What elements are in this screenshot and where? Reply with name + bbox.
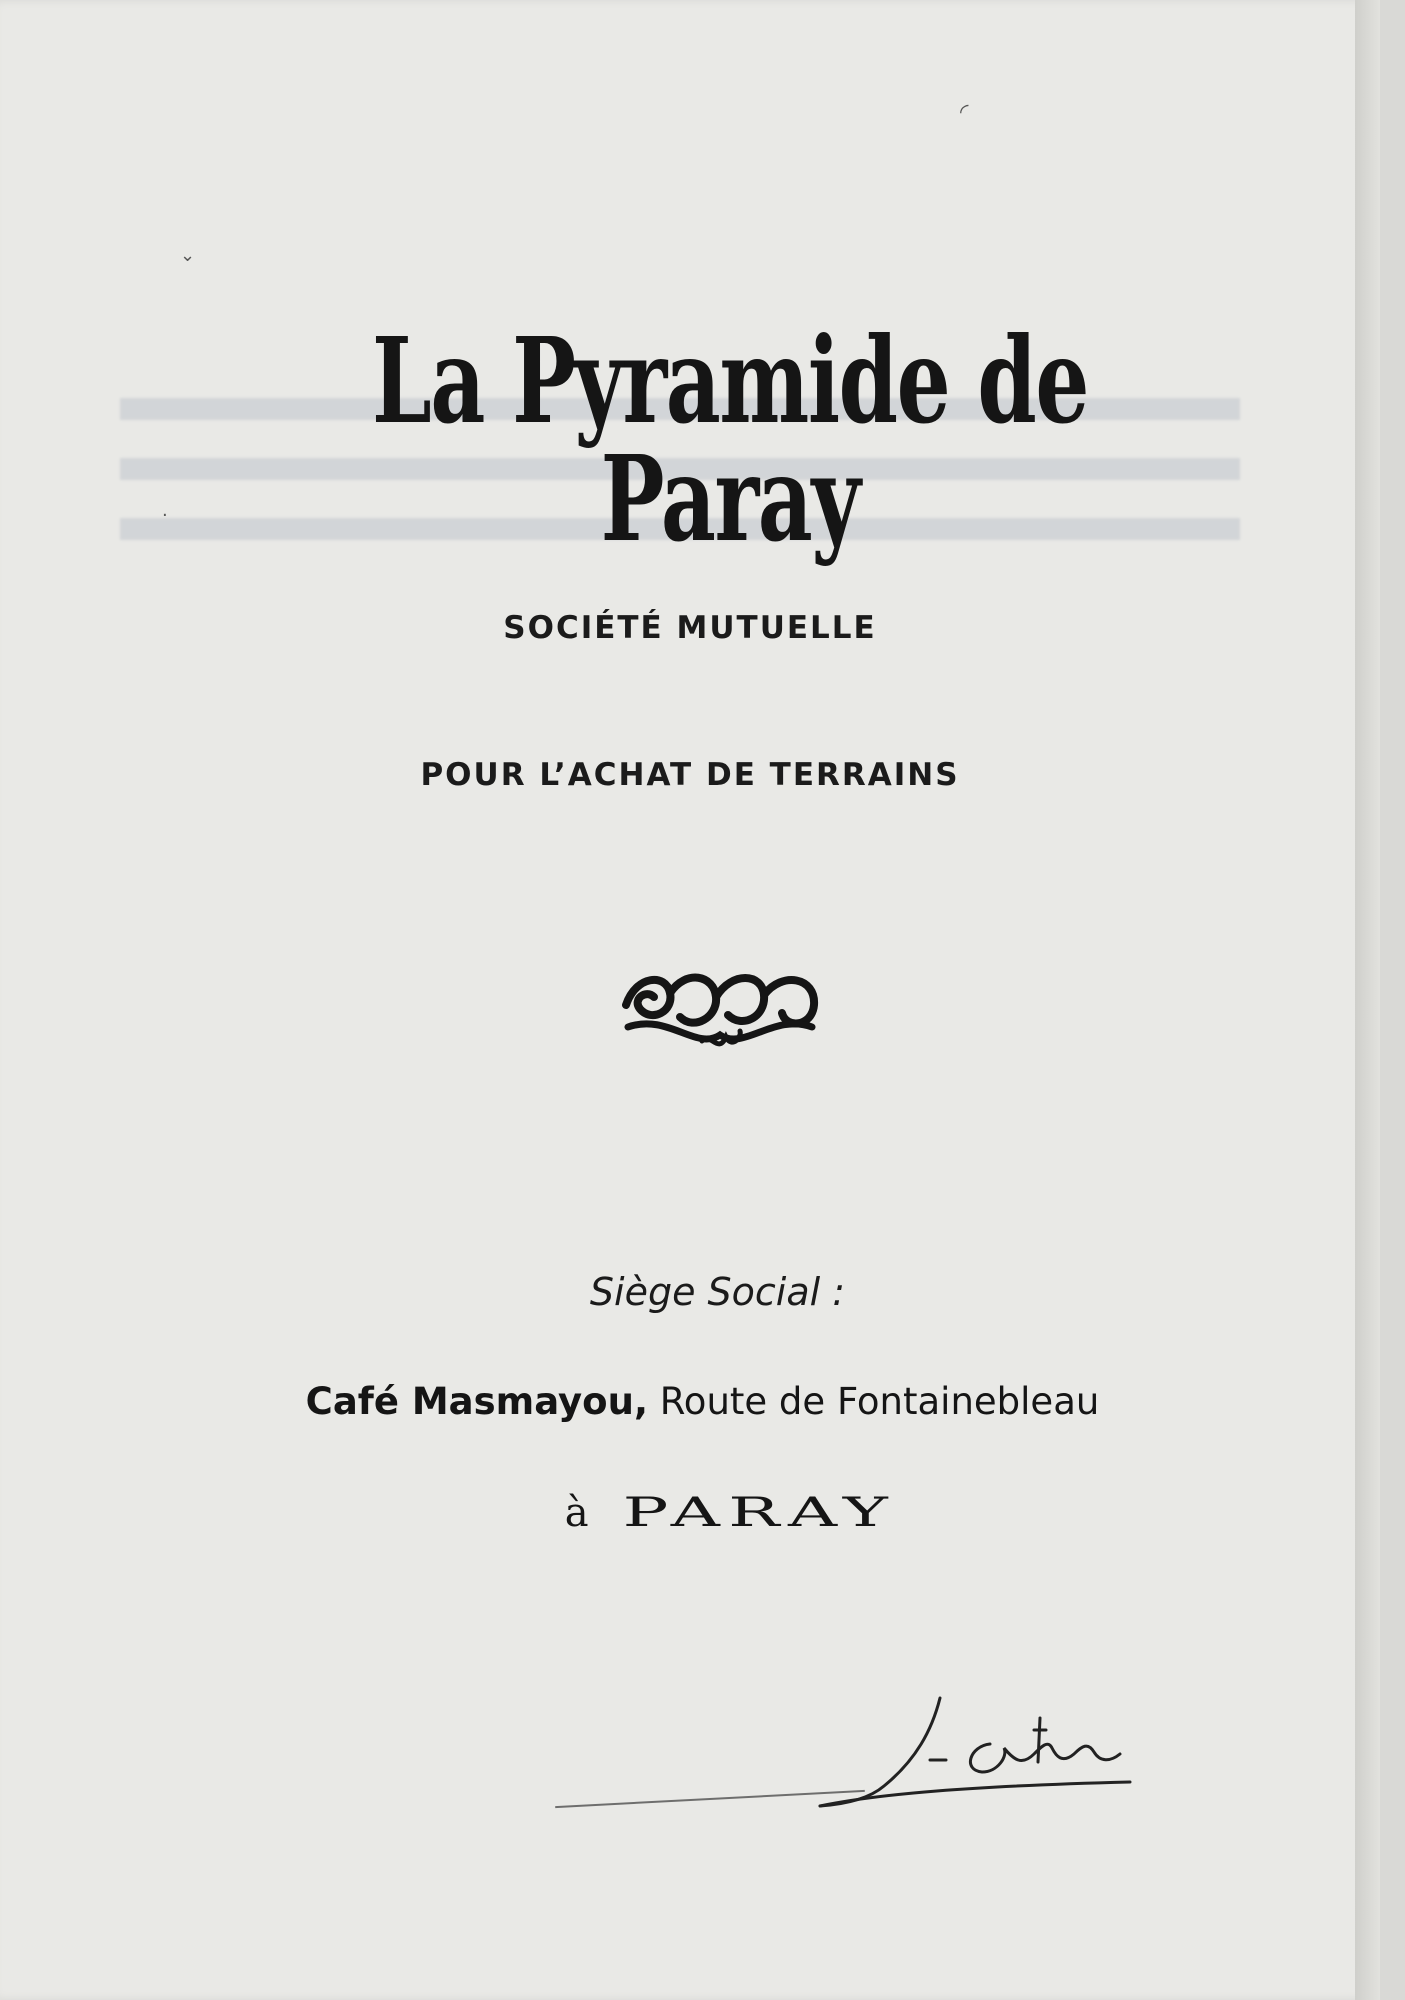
registered-office-label: Siège Social : (589, 1270, 846, 1314)
address-name: Café Masmayou, (305, 1380, 648, 1423)
art-nouveau-ornament-icon (618, 965, 823, 1057)
location-name: PARAY (623, 1490, 897, 1536)
page-edge (1355, 0, 1380, 2000)
ink-mark: · (162, 505, 168, 526)
ink-mark: ⌄ (180, 245, 196, 266)
location-prefix: à (564, 1490, 589, 1536)
address (0, 1380, 1380, 1423)
subtitle-achat: POUR L’ACHAT DE TERRAINS (420, 757, 960, 793)
ink-mark: ◜ (960, 100, 969, 125)
address-street: Route de Fontainebleau (659, 1380, 1100, 1423)
document-title: La Pyramide de Paray (372, 311, 1088, 568)
subtitle-societe: SOCIÉTÉ MUTUELLE (503, 610, 877, 646)
location (0, 1490, 1380, 1536)
